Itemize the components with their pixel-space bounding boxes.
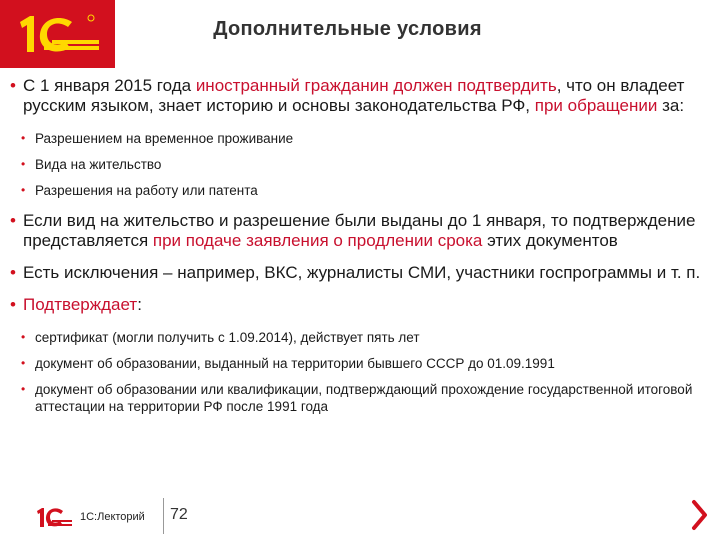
footer-logo-mark [35, 505, 75, 531]
bullet-item [10, 76, 710, 116]
bullet-text: Есть исключения – например, ВКС, журналисты СМИ, участники госпрограммы и т. п. [23, 263, 701, 282]
highlighted-text: иностранный гражданин должен подтвердить [195, 76, 557, 95]
bullet-text: этих документов [482, 231, 618, 250]
bullet-item [10, 263, 710, 283]
sub-bullet-item [10, 130, 710, 147]
bullet-text: , что он владеет русским языком, знает историю и основы законодательства РФ, [23, 76, 685, 115]
bullet-text: сертификат (могли получить с 1.09.2014), действует пять лет [35, 330, 420, 345]
sub-bullet-item [10, 156, 710, 173]
bullet-text: Разрешением на временное проживание [35, 131, 294, 146]
highlighted-text: Подтверждает [23, 295, 138, 314]
bullet-text: за: [657, 96, 685, 115]
page-title: Дополнительные условия [213, 18, 482, 40]
logo-1c-mark [0, 0, 115, 68]
bullet-text: Если вид на жительство и разрешение были выданы до 1 января, то подтверждение представляется [23, 211, 696, 250]
bullet-text: Вида на жительство [35, 157, 162, 172]
footer-logo-1c [35, 505, 75, 536]
sub-bullet-item [10, 381, 710, 415]
page-number: 72 [170, 506, 188, 523]
bullet-item [10, 295, 710, 315]
highlighted-text: при обращении [534, 96, 658, 115]
sub-bullet-item [10, 355, 710, 372]
sub-bullet-item [10, 182, 710, 199]
highlighted-text: при подаче заявления о продлении срока [152, 231, 483, 250]
slide-body [10, 70, 710, 415]
footer-brand: 1С:Лекторий [80, 511, 145, 523]
bullet-text: Разрешения на работу или патента [35, 183, 258, 198]
sub-bullet-item [10, 329, 710, 346]
next-slide-chevron-icon[interactable] [688, 498, 710, 532]
bullet-text: : [137, 295, 142, 314]
bullet-item [10, 211, 710, 251]
footer-divider [163, 498, 164, 534]
logo-1c [0, 0, 115, 68]
bullet-text: С 1 января 2015 года [23, 76, 196, 95]
bullet-text: документ об образовании, выданный на территории бывшего СССР до 01.09.1991 [35, 356, 555, 371]
bullet-text: документ об образовании или квалификации, подтверждающий прохождение государственной итоговой аттестации на территории РФ после 1991 года [35, 382, 693, 414]
